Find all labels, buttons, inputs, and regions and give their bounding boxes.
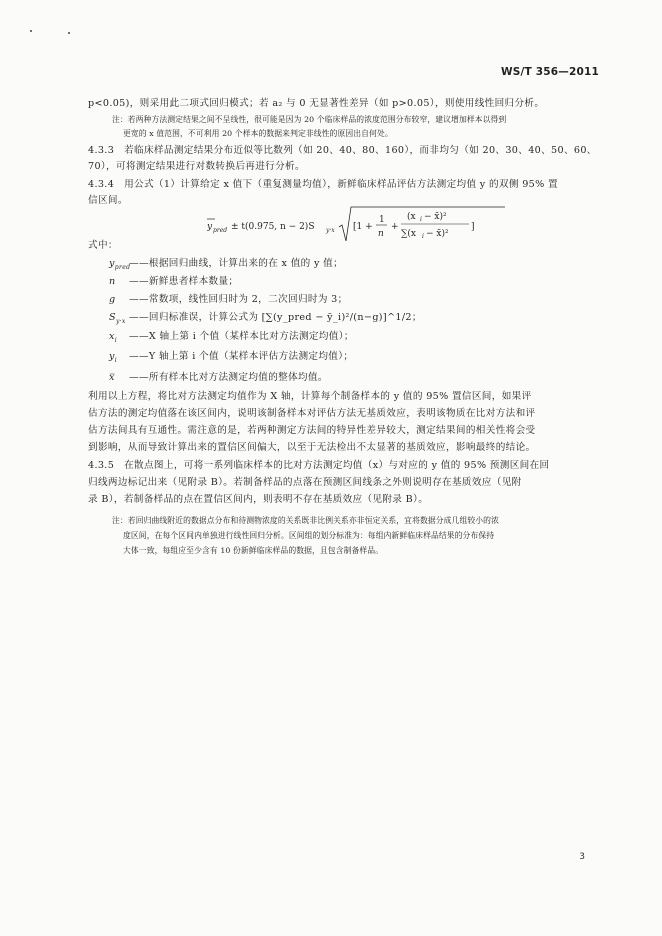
formula-num-sub: i <box>420 216 422 223</box>
definition-row <box>109 275 629 288</box>
definition-row <box>109 350 629 367</box>
formula-num: (x <box>407 212 416 222</box>
note-2-line-1: 注：若回归曲线附近的数据点分布和待测物浓度的关系既非比例关系亦非恒定关系，宜将数据分成几组较小的浓 <box>112 516 499 525</box>
section-4-3-5-line-3: 录 B），若制备样品的点在置信区间内，则表明不存在基质效应（见附录 B）。 <box>88 494 429 505</box>
where-label: 式中： <box>88 240 118 251</box>
standard-code: WS/T 356—2011 <box>500 66 599 78</box>
definition-text: ——Y 轴上第 i 个值（某样本评估方法测定均值）； <box>129 351 354 362</box>
section-4-3-5-line-2: 归线两边标记出来（见附录 B）。若制备样品的点落在预测区间线条之外则说明存在基质效应（见附 <box>88 477 522 488</box>
note-1-line-2: 更宽的 x 值范围，不可利用 20 个样本的数据来判定非线性的原因出自何处。 <box>123 129 393 138</box>
definition-term-sub: y·x <box>115 317 126 325</box>
formula-num-rest: − x̄)² <box>424 212 447 222</box>
definition-term: $S_{y\cdot x}$ <box>109 312 126 325</box>
definition-row <box>109 293 629 306</box>
formula-lhs: y <box>207 222 213 232</box>
definition-term: $x_i$ <box>109 331 118 344</box>
formula-den: ∑(x <box>401 229 417 239</box>
paragraph-use-line-2: 估方法的测定均值落在该区间内，说明该制备样本对评估方法无基质效应，表明该物质在比对方法和评 <box>88 408 536 419</box>
note-1-line-1: 注：若两种方法测定结果之间不呈线性，很可能是因为 20 个临床样品的浓度范围分布较窄，建议增加样本以得到 <box>112 115 507 124</box>
formula-open: [1 + <box>353 222 373 232</box>
definition-text: ——常数项，线性回归时为 2，二次回归时为 3； <box>129 294 348 305</box>
section-4-3-5-line-1: 4.3.5 在散点图上，可将一系列临床样本的比对方法测定均值（x）与对应的 y 值的 95% 预测区间在回 <box>88 460 550 471</box>
formula-den-rest: − x̄)² <box>426 229 449 239</box>
scan-speck <box>68 32 70 34</box>
formula-lhs-sub: pred <box>213 227 228 234</box>
formula-n: n <box>378 229 384 239</box>
definition-row <box>109 330 629 347</box>
definition-row <box>109 257 629 274</box>
definition-row <box>109 311 629 328</box>
definition-text: ——新鲜患者样本数量； <box>129 276 239 287</box>
section-4-3-4-line-2: 信区间。 <box>88 195 128 206</box>
note-2-line-2: 度区间，在每个区间内单独进行线性回归分析。区间组的划分标准为：每组内新鲜临床样品结果的分布保持 <box>123 531 495 540</box>
definition-term-sub: i <box>114 356 118 364</box>
formula-s-sub: y·x <box>326 227 335 234</box>
definition-term: x̿ <box>109 372 115 383</box>
formula-pm: ± t(0.975, n − 2)S <box>231 222 315 232</box>
formula-den-sub: i <box>422 233 424 240</box>
definition-row <box>109 371 629 384</box>
definition-text: ——X 轴上第 i 个值（某样本比对方法测定均值）； <box>129 331 354 342</box>
note-2-line-3: 大体一致，每组应至少含有 10 份新鲜临床样品的数据，且包含制备样品。 <box>123 546 384 555</box>
definition-text: ——回归标准误，计算公式为 [∑(y_pred − ȳ_i)²/(n−g)]^1/2； <box>129 312 422 323</box>
section-4-3-4-line-1: 4.3.4 用公式（1）计算给定 x 值下（重复测量均值），新鲜临床样品评估方法测定均值 y 的双侧 95% 置 <box>88 179 558 190</box>
scan-speck <box>30 30 32 32</box>
page-number: 3 <box>579 852 585 862</box>
definition-term: $y_{pred}$ <box>109 258 131 271</box>
section-4-3-3-line-2: 70），可将测定结果进行对数转换后再进行分析。 <box>88 161 305 172</box>
formula-one: 1 <box>379 215 385 225</box>
definition-term: n <box>109 276 116 287</box>
svg-text:+: + <box>391 222 399 232</box>
paragraph-continuation: p<0.05)，则采用此二项式回归模式；若 a₂ 与 0 无显著性差异（如 p>0.05），则使用线性回归分析。 <box>88 98 545 109</box>
section-4-3-3-line-1: 4.3.3 若临床样品测定结果分布近似等比数列（如 20、40、80、160），而非均匀（如 20、30、40、50、60、 <box>88 145 597 156</box>
definition-text: ——根据回归曲线，计算出来的在 x 值的 y 值； <box>129 258 344 269</box>
paragraph-use-line-3: 估方法间具有互通性。需注意的是，若两种测定方法间的特异性差异较大，测定结果间的相关性将会受 <box>88 425 536 436</box>
definition-term: g <box>109 294 116 305</box>
formula-close: ] <box>471 222 475 232</box>
paragraph-use-line-4: 到影响，从而导致计算出来的置信区间偏大，以至于无法检出不太显著的基质效应，影响最终的结论。 <box>88 442 536 453</box>
definition-term: $y_i$ <box>109 351 118 364</box>
definition-term-sub: pred <box>114 263 131 271</box>
definition-term-sub: i <box>114 336 118 344</box>
paragraph-use-line-1: 利用以上方程，将比对方法测定均值作为 X 轴，计算每个制备样本的 y 值的 95% 置信区间，如果评 <box>88 391 532 402</box>
definition-text: ——所有样本比对方法测定均值的整体均值。 <box>129 372 328 383</box>
